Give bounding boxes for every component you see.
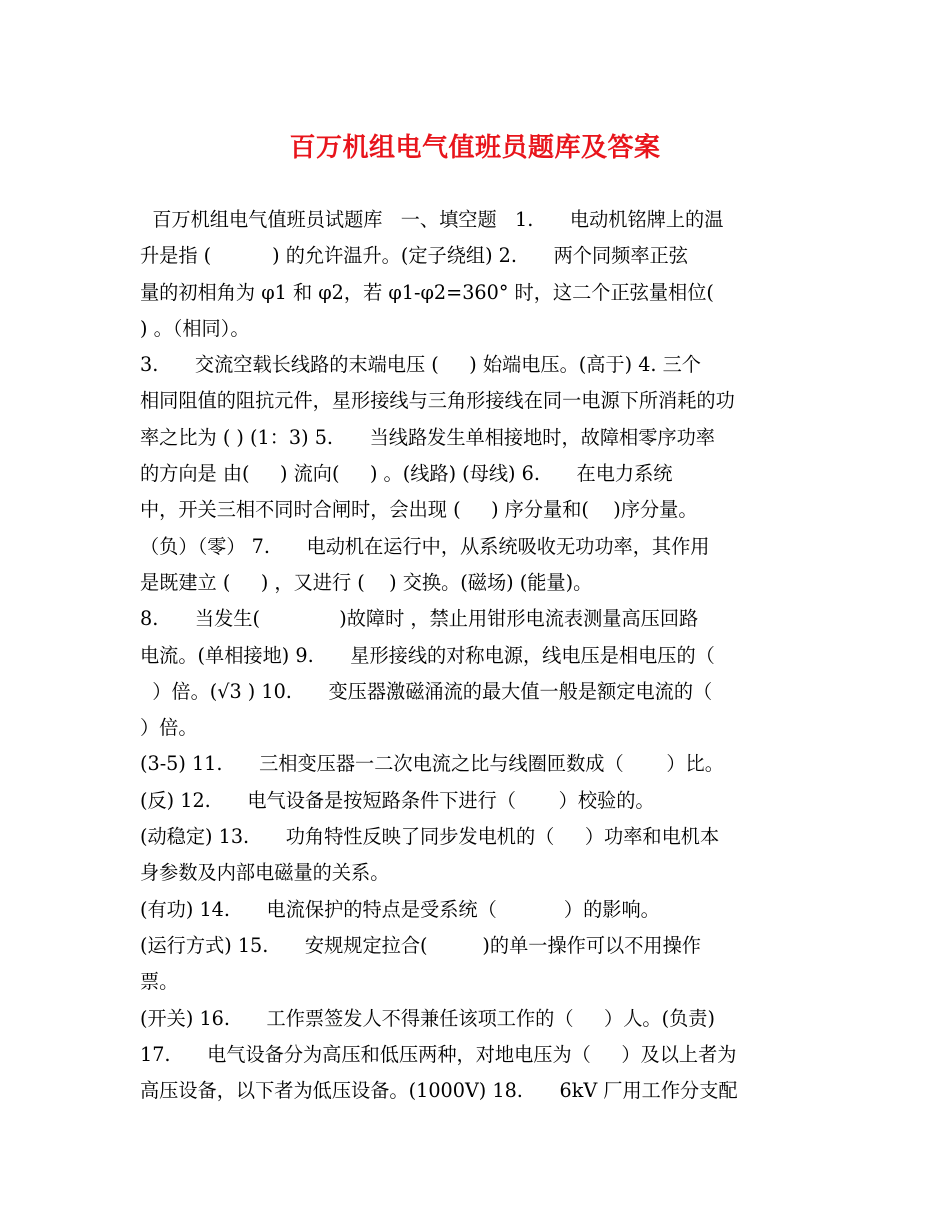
text-line: 身参数及内部电磁量的关系。 xyxy=(140,861,390,885)
text-line: 是既建立 ( ) ，又进行 ( ) 交换。(磁场) (能量)。 xyxy=(140,570,593,594)
text-line: 8. 当发生( )故障时 ，禁止用钳形电流表测量高压回路 xyxy=(140,607,699,631)
text-line: 升是指 ( ) 的允许温升。(定子绕组) 2. 两个同频率正弦 xyxy=(140,244,688,268)
text-line: 相同阻值的阻抗元件，星形接线与三角形接线在同一电源下所消耗的功 xyxy=(140,389,735,413)
text-line: ）倍。(√3 ) 10. 变压器激磁涌流的最大值一般是额定电流的（ xyxy=(140,679,713,703)
text-line: (运行方式) 15. 安规规定拉合( )的单一操作可以不用操作 xyxy=(140,933,701,957)
text-line: ）倍。 xyxy=(140,716,198,740)
text-line: (3-5) 11. 三相变压器一二次电流之比与线圈匝数成（ ）比。 xyxy=(140,752,724,776)
text-line: 量的初相角为 φ1 和 φ2，若 φ1-φ2=360° 时，这二个正弦量相位( xyxy=(140,280,714,304)
text-line: 的方向是 由( ) 流向( ) 。(线路) (母线) 6. 在电力系统 xyxy=(140,462,673,486)
text-line: 票。 xyxy=(140,970,179,994)
text-line: （负）（零） 7. 电动机在运行中，从系统吸收无功功率，其作用 xyxy=(140,534,710,558)
text-line: 百万机组电气值班员试题库 一、填空题 1. 电动机铭牌上的温 xyxy=(140,208,724,231)
text-line: 电流。(单相接地) 9. 星形接线的对称电源，线电压是相电压的（ xyxy=(140,643,715,667)
text-line: 17. 电气设备分为高压和低压两种，对地电压为（ ）及以上者为 xyxy=(140,1042,737,1066)
text-line: 中，开关三相不同时合闸时，会出现 ( ) 序分量和( )序分量。 xyxy=(140,498,698,522)
document-title: 百万机组电气值班员题库及答案 xyxy=(289,133,661,163)
text-line: 3. 交流空载长线路的末端电压 ( ) 始端电压。(高于) 4. 三个 xyxy=(140,353,701,377)
text-line: (反) 12. 电气设备是按短路条件下进行（ ）校验的。 xyxy=(140,788,655,812)
document-body xyxy=(140,202,812,1109)
text-line: 率之比为 ( ) (1：3) 5. 当线路发生单相接地时，故障相零序功率 xyxy=(140,425,715,449)
text-line: (开关) 16. 工作票签发人不得兼任该项工作的（ ）人。(负责) xyxy=(140,1006,715,1030)
text-line: (有功) 14. 电流保护的特点是受系统（ ）的影响。 xyxy=(140,897,660,921)
text-line: ) 。（相同）。 xyxy=(140,316,250,340)
text-line: (动稳定) 13. 功角特性反映了同步发电机的（ ）功率和电机本 xyxy=(140,825,720,849)
text-line: 高压设备，以下者为低压设备。(1000V) 18. 6kV 厂用工作分支配 xyxy=(140,1079,738,1103)
